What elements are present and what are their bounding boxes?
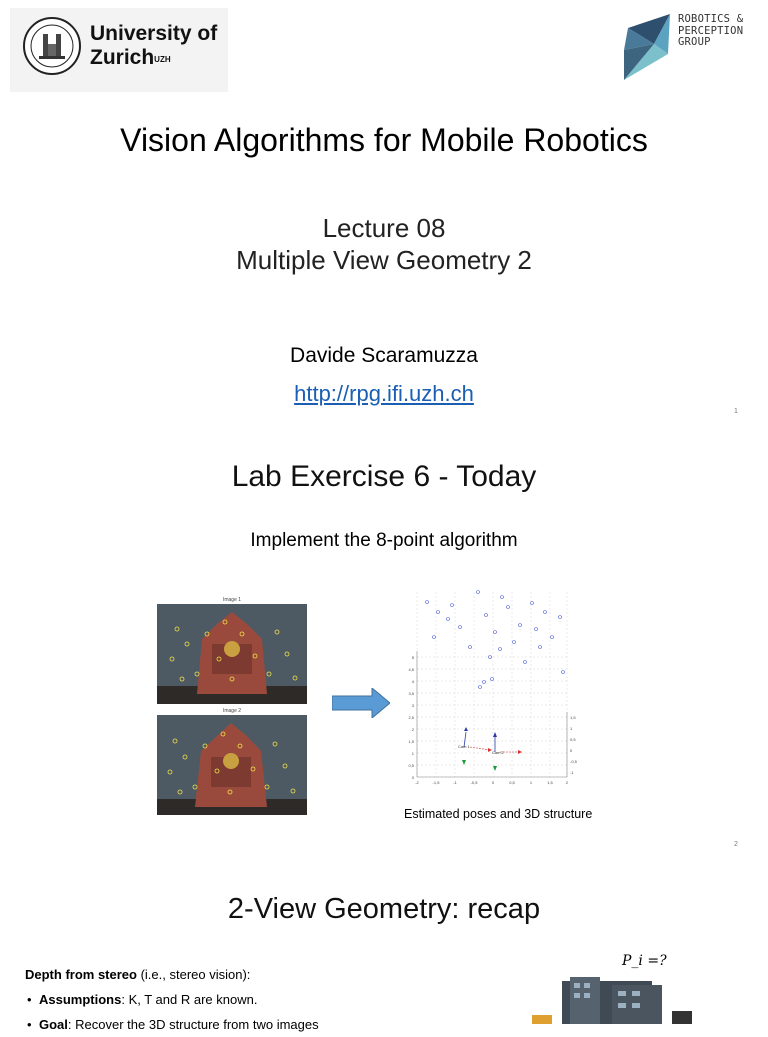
page-number: 2 [734,841,738,848]
pose-structure-chart [400,587,585,787]
image-2-label: Image 2 [222,708,242,714]
y-tick-label: 0 [411,775,414,780]
right-tick-label: -0,5 [570,759,577,764]
right-arrow-icon [332,688,390,718]
goal-bullet [25,1012,445,1037]
y-tick-label: 3,5 [408,691,414,696]
group-website-link[interactable]: http://rpg.ifi.uzh.ch [294,381,474,406]
camera-1-label: Cam 1 [458,744,470,749]
x-tick-label: 0 [491,780,495,785]
y-tick-label: 3 [411,703,414,708]
university-name-line2: Zurich [90,46,155,69]
point-formula: P_i =? [622,953,667,969]
right-tick-label: 1 [570,726,573,731]
slide-title: Vision Algorithms for Mobile Robotics [120,122,648,158]
y-tick-label: 2 [411,727,414,732]
y-tick-label: 4 [411,679,414,684]
depth-rest: (i.e., stereo vision): [136,967,251,982]
lab-subtitle: Implement the 8-point algorithm [250,530,518,551]
author-name: Davide Scaramuzza [290,344,478,367]
assumptions-rest: : K, T and R are known. [121,992,258,1007]
building-photo [532,975,708,1024]
y-tick-label: 4,5 [408,667,414,672]
university-suffix: UZH [154,55,171,64]
y-tick-label: 0,5 [408,763,414,768]
rpg-logo [624,14,764,82]
fountain-photo-1 [157,604,307,704]
x-tick-label: -1,5 [432,780,440,785]
y-tick-label: 5 [411,655,414,660]
y-tick-label: 2,5 [408,715,414,720]
university-logo [10,8,228,92]
x-tick-label: 1,5 [547,780,553,785]
group-name-line3: GROUP [678,36,711,48]
page-number: 1 [734,408,738,415]
stereo-image-1 [157,604,307,704]
goal-rest: : Recover the 3D structure from two images [67,1017,319,1032]
image-1-label: Image 1 [222,597,242,603]
x-tick-label: 1 [529,780,533,785]
right-tick-label: 0 [570,748,573,753]
x-tick-label: -2 [415,780,419,785]
depth-line [25,962,445,987]
x-tick-label: 2 [565,780,569,785]
university-seal-icon [22,16,82,76]
x-tick-label: 0,5 [509,780,515,785]
lecture-heading [0,212,768,276]
slide-body [25,962,445,1037]
university-name-line1: University of [90,22,218,45]
assumptions-bold: Assumptions [39,992,122,1007]
group-name-line2: PERCEPTION [678,24,744,37]
y-tick-label: 1,5 [408,739,414,744]
pose-structure-plot [400,587,585,787]
fountain-photo-2 [157,715,307,815]
right-tick-label: -1 [570,770,574,775]
x-tick-label: -0,5 [470,780,478,785]
lab-title: Lab Exercise 6 - Today [231,460,537,493]
y-tick-label: 1 [411,751,414,756]
assumptions-bullet [25,987,445,1012]
camera-2-label: Cam 2 [492,750,504,755]
goal-bold: Goal [39,1017,68,1032]
plot-caption: Estimated poses and 3D structure [404,807,593,821]
stereo-image-2 [157,715,307,815]
right-tick-label: 0,5 [570,737,576,742]
right-tick-label: 1,5 [570,715,576,720]
x-tick-label: -1 [453,780,457,785]
lecture-number: Lecture 08 [322,213,446,243]
recap-title: 2-View Geometry: recap [227,893,541,925]
group-name-line1: ROBOTICS & [678,13,744,25]
lecture-topic: Multiple View Geometry 2 [236,245,532,275]
rpg-logo-icon [624,14,676,82]
depth-bold: Depth from stereo [25,967,137,982]
